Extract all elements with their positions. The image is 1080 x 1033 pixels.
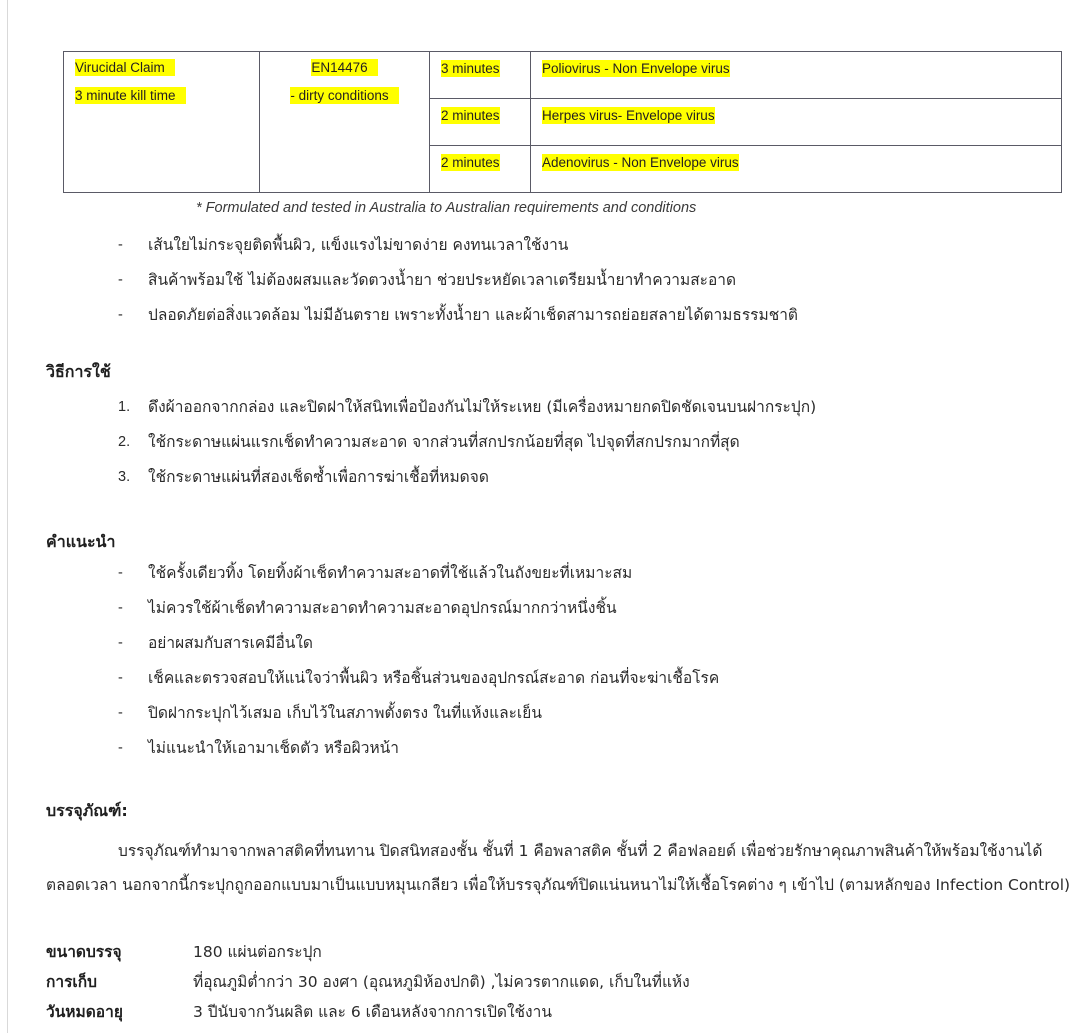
virus-name: Poliovirus - Non Envelope virus bbox=[542, 61, 730, 76]
cell-virus bbox=[531, 146, 1062, 193]
spec-value: ที่อุณภูมิต่ำกว่า 30 องศา (อุณหภูมิห้องปกติ) ,ไม่ควรตากแดด, เก็บในที่แห้ง bbox=[193, 973, 690, 991]
cell-virus bbox=[531, 99, 1062, 146]
packaging-paragraph-line-2: ตลอดเวลา นอกจากนี้กระปุกถูกออกแบบมาเป็นแบบหมุนเกลียว เพื่อให้บรรจุภัณฑ์ปิดแน่นหนาไม่ให้เชื้อโรคต่าง ๆ เข้าไป (ตามหลักของ Infection Control) bbox=[46, 876, 1071, 894]
spec-label: ขนาดบรรจุ bbox=[46, 943, 122, 961]
bullet-marker: - bbox=[118, 237, 123, 253]
cell-contact-time bbox=[430, 146, 531, 193]
bullet-marker: - bbox=[118, 740, 123, 756]
bullet-marker: - bbox=[118, 307, 123, 323]
usage-heading: วิธีการใช้ bbox=[46, 362, 111, 381]
list-item-text: ปลอดภัยต่อสิ่งแวดล้อม ไม่มีอันตราย เพราะทั้งน้ำยา และผ้าเช็ดสามารถย่อยสลายได้ตามธรรมชาติ bbox=[148, 306, 798, 324]
virus-name: Adenovirus - Non Envelope virus bbox=[542, 155, 739, 170]
standard-line-1: EN14476 bbox=[311, 59, 377, 76]
list-item-text: ใช้กระดาษแผ่นแรกเช็ดทำความสะอาด จากส่วนที่สกปรกน้อยที่สุด ไปจุดที่สกปรกมากที่สุด bbox=[148, 433, 740, 451]
bullet-marker: - bbox=[118, 705, 123, 721]
advice-heading: คำแนะนำ bbox=[46, 532, 116, 551]
bullet-marker: - bbox=[118, 565, 123, 581]
cell-contact-time bbox=[430, 99, 531, 146]
cell-virucidal-claim bbox=[64, 52, 260, 193]
list-item-text: ไม่ควรใช้ผ้าเช็ดทำความสะอาดทำความสะอาดอุปกรณ์มากกว่าหนึ่งชิ้น bbox=[148, 599, 617, 617]
packaging-heading: บรรจุภัณฑ์: bbox=[46, 801, 128, 820]
contact-time-value: 2 minutes bbox=[441, 155, 500, 170]
list-item-text: อย่าผสมกับสารเคมีอื่นใด bbox=[148, 634, 313, 652]
cell-contact-time bbox=[430, 52, 531, 99]
claim-line-1: Virucidal Claim bbox=[75, 59, 175, 76]
standard-line-2: - dirty conditions bbox=[290, 87, 398, 104]
bullet-marker: - bbox=[118, 670, 123, 686]
cell-virus bbox=[531, 52, 1062, 99]
contact-time-value: 3 minutes bbox=[441, 61, 500, 76]
bullet-marker: - bbox=[118, 635, 123, 651]
step-number: 3. bbox=[118, 469, 131, 485]
australia-footnote: * Formulated and tested in Australia to Australian requirements and conditions bbox=[196, 200, 697, 216]
list-item-text: เส้นใยไม่กระจุยติดพื้นผิว, แข็งแรงไม่ขาดง่าย คงทนเวลาใช้งาน bbox=[148, 236, 569, 254]
virucidal-claims-table bbox=[63, 51, 1062, 193]
list-item-text: ปิดฝากระปุกไว้เสมอ เก็บไว้ในสภาพตั้งตรง ในที่แห้งและเย็น bbox=[148, 704, 542, 722]
list-item-text: ไม่แนะนำให้เอามาเช็ดตัว หรือผิวหน้า bbox=[148, 739, 399, 757]
list-item-text: เช็คและตรวจสอบให้แน่ใจว่าพื้นผิว หรือชิ้นส่วนของอุปกรณ์สะอาด ก่อนที่จะฆ่าเชื้อโรค bbox=[148, 669, 720, 687]
step-number: 2. bbox=[118, 434, 131, 450]
step-number: 1. bbox=[118, 399, 131, 415]
claim-line-2: 3 minute kill time bbox=[75, 87, 186, 104]
spec-label: การเก็บ bbox=[46, 973, 97, 991]
spec-label: วันหมดอายุ bbox=[46, 1003, 123, 1021]
list-item-text: สินค้าพร้อมใช้ ไม่ต้องผสมและวัดตวงน้ำยา ช่วยประหยัดเวลาเตรียมน้ำยาทำความสะอาด bbox=[148, 271, 737, 289]
list-item-text: ใช้ครั้งเดียวทิ้ง โดยทิ้งผ้าเช็ดทำความสะอาดที่ใช้แล้วในถังขยะที่เหมาะสม bbox=[148, 564, 633, 582]
spec-value: 3 ปีนับจากวันผลิต และ 6 เดือนหลังจากการเปิดใช้งาน bbox=[193, 1003, 552, 1021]
cell-standard bbox=[260, 52, 430, 193]
packaging-paragraph-line-1: บรรจุภัณฑ์ทำมาจากพลาสติคที่ทนทาน ปิดสนิทสองชั้น ชั้นที่ 1 คือพลาสติค ชั้นที่ 2 คือฟลอยด์ เพื่อช่วยรักษาคุณภาพสินค้าให้พร้อมใช้งานได้ bbox=[118, 842, 1043, 860]
spec-value: 180 แผ่นต่อกระปุก bbox=[193, 943, 322, 961]
table-row bbox=[64, 52, 1062, 99]
contact-time-value: 2 minutes bbox=[441, 108, 500, 123]
list-item-text: ใช้กระดาษแผ่นที่สองเช็ดซ้ำเพื่อการฆ่าเชื้อที่หมดจด bbox=[148, 468, 489, 486]
bullet-marker: - bbox=[118, 272, 123, 288]
list-item-text: ดึงผ้าออกจากกล่อง และปิดฝาให้สนิทเพื่อป้องกันไม่ให้ระเหย (มีเครื่องหมายกดปิดชัดเจนบนฝากระปุก) bbox=[148, 398, 817, 416]
virus-name: Herpes virus- Envelope virus bbox=[542, 108, 715, 123]
bullet-marker: - bbox=[118, 600, 123, 616]
